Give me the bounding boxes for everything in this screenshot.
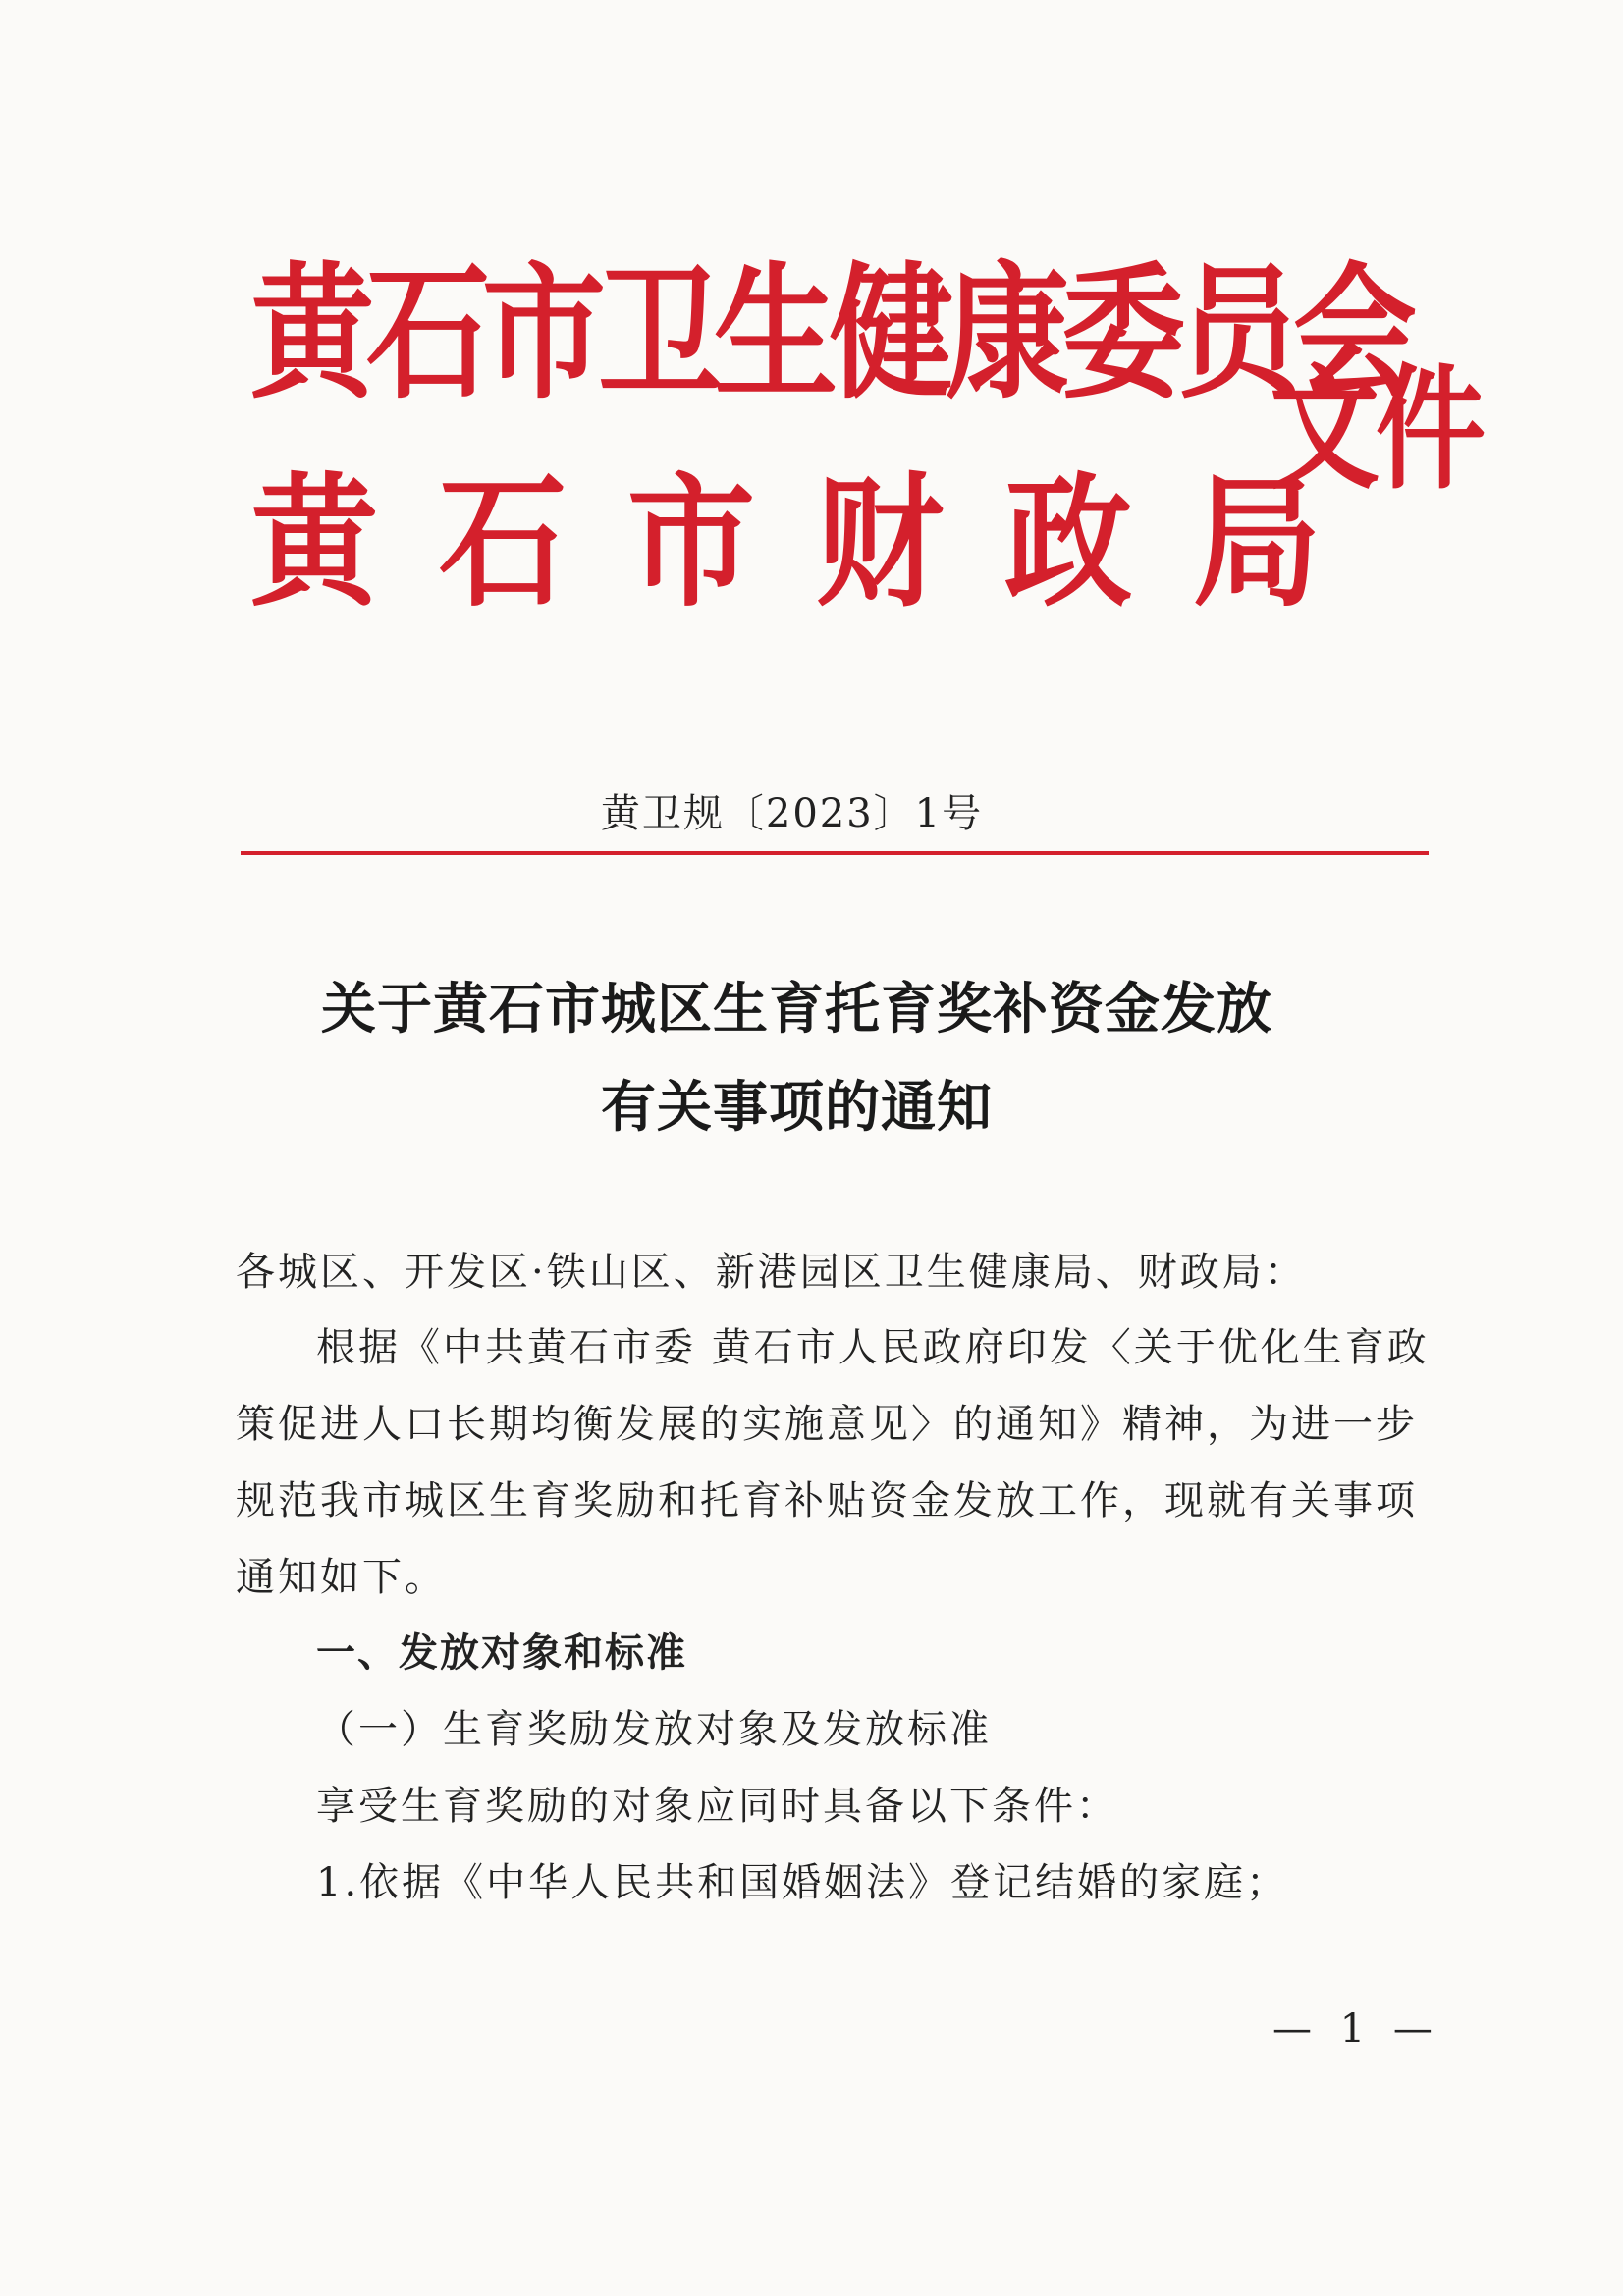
- intro-paragraph-line-1: 根据《中共黄石市委 黄石市人民政府印发〈关于优化生育政: [316, 1325, 1430, 1370]
- issuer-health-commission: 黄石市卫生健康委员会: [250, 247, 1409, 419]
- document-number: 黄卫规〔2023〕1号: [600, 791, 984, 836]
- intro-paragraph-line-3: 规范我市城区生育奖励和托育补贴资金发放工作，现就有关事项: [236, 1478, 1418, 1523]
- red-masthead: [250, 247, 1507, 663]
- notice-title-line-2: [0, 1075, 1623, 1140]
- conditions-intro: 享受生育奖励的对象应同时具备以下条件：: [316, 1784, 1118, 1829]
- intro-paragraph-line-4: 通知如下。: [236, 1555, 447, 1600]
- red-separator-rule: [241, 851, 1429, 855]
- title-text-2: 有关事项的通知: [601, 1075, 993, 1140]
- condition-1: 1.依据《中华人民共和国婚姻法》登记结婚的家庭；: [316, 1860, 1289, 1905]
- subsection-1-heading: （一）生育奖励发放对象及发放标准: [316, 1707, 992, 1752]
- addressee: 各城区、开发区·铁山区、新港园区卫生健康局、财政局：: [236, 1250, 1307, 1295]
- intro-paragraph-line-2: 策促进人口长期均衡发展的实施意见〉的通知》精神，为进一步: [236, 1402, 1418, 1447]
- page-number: — 1 —: [1272, 2006, 1440, 2052]
- notice-title-line-1: [0, 977, 1623, 1041]
- issuer-finance-bureau: 黄石市财政局: [250, 457, 1382, 626]
- section-1-heading: 一、发放对象和标准: [316, 1630, 687, 1676]
- document-kind-label: 文件: [1270, 350, 1482, 508]
- title-text-1: 关于黄石市城区生育托育奖补资金发放: [321, 977, 1272, 1041]
- document-number-row: [0, 782, 1623, 838]
